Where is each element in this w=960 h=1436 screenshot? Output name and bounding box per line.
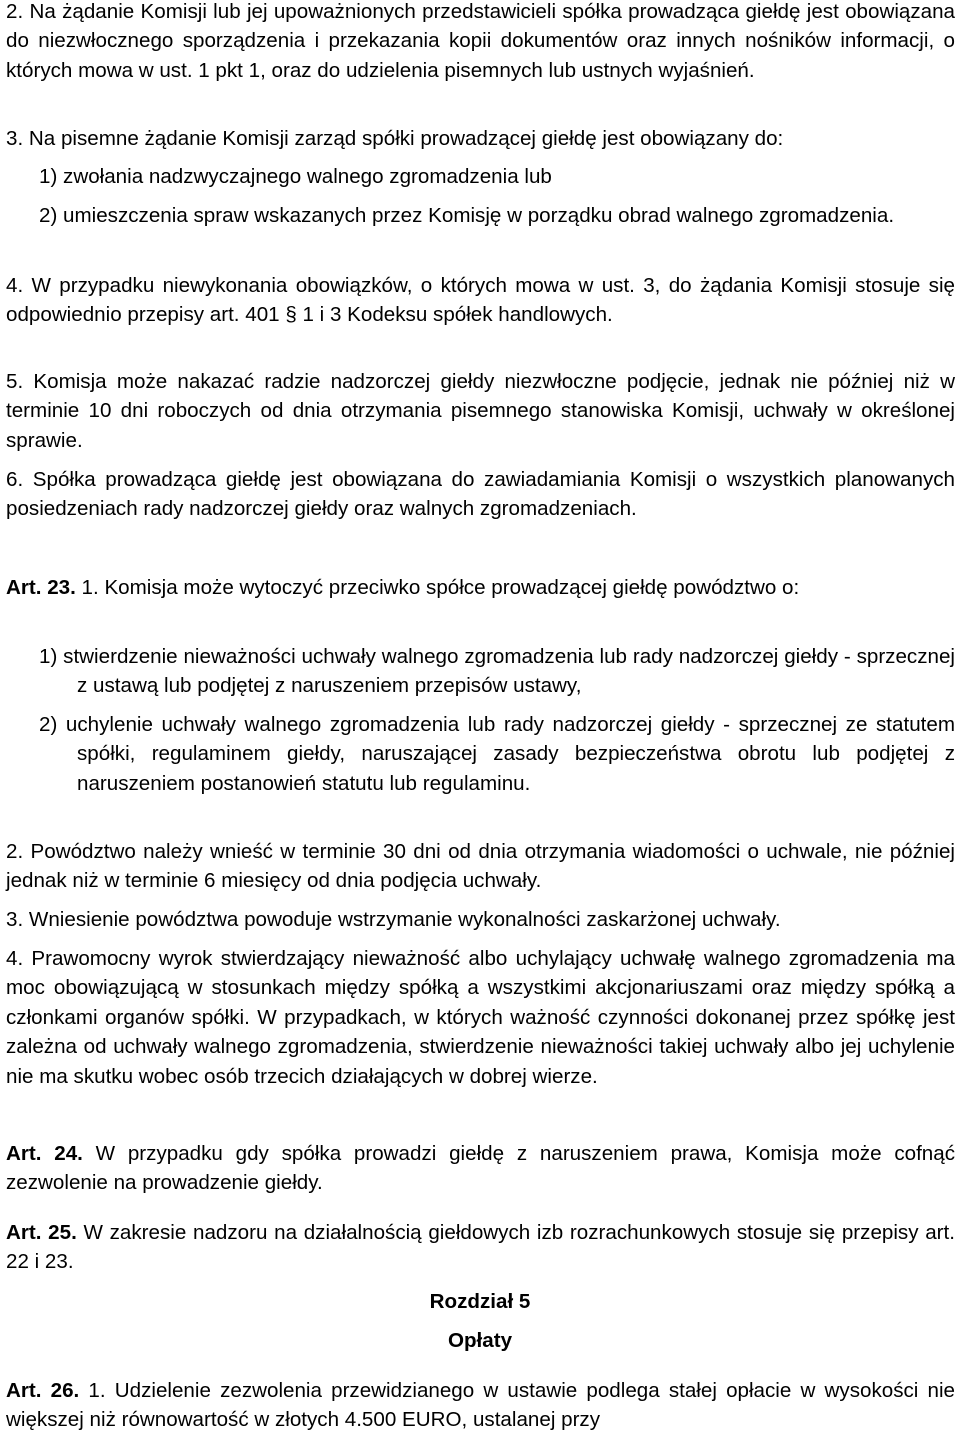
- article-26-text: 1. Udzielenie zezwolenia przewidzianego w ustawie podlega stałej opłacie w wysokości nie większej niż równowartość w złotych 4.500 EURO, ustalanej przy: [6, 1379, 956, 1432]
- paragraph-2: 2. Na żądanie Komisji lub jej upoważnionych przedstawicieli spółka prowadząca giełdę jest obowiązana do niezwłocznego sporządzenia i przekazania kopii dokumentów oraz innych nośników informacji, o których mowa w ust. 1 pkt 1, oraz do udzielenia pisemnych lub ustnych wyjaśnień.: [6, 0, 955, 82]
- article-25-text: W zakresie nadzoru na działalnością giełdowych izb rozrachunkowych stosuje się przepisy art. 22 i 23.: [6, 1221, 955, 1274]
- paragraph-3-item-2: 2) umieszczenia spraw wskazanych przez Komisję w porządku obrad walnego zgromadzenia.: [39, 204, 895, 227]
- article-23-text: 1. Komisja może wytoczyć przeciwko spółce prowadzącej giełdę powództwo o:: [75, 576, 800, 599]
- paragraph-4: 4. W przypadku niewykonania obowiązków, o których mowa w ust. 3, do żądania Komisji stosuje się odpowiednio przepisy art. 401 § 1 i 3 Kodeksu spółek handlowych.: [6, 274, 955, 327]
- article-24-text: W przypadku gdy spółka prowadzi giełdę z naruszeniem prawa, Komisja może cofnąć zezwolenie na prowadzenie giełdy.: [6, 1142, 955, 1195]
- article-23-label: Art. 23.: [6, 576, 76, 599]
- article-26-label: Art. 26.: [6, 1379, 80, 1402]
- article-23-item-2: 2) uchylenie uchwały walnego zgromadzenia lub rady nadzorczej giełdy - sprzecznej ze statutem spółki, regulaminem giełdy, naruszającej zasady bezpieczeństwa obrotu lub podjętej z naruszeniem postanowień statutu lub regulaminu.: [39, 713, 955, 795]
- article-26: [6, 1376, 955, 1435]
- paragraph-5: 5. Komisja może nakazać radzie nadzorczej giełdy niezwłoczne podjęcie, jednak nie później niż w terminie 10 dni roboczych od dnia otrzymania pisemnego stanowiska Komisji, uchwały w określonej sprawie.: [6, 370, 955, 452]
- article-25-label: Art. 25.: [6, 1221, 77, 1244]
- article-24-label: Art. 24.: [6, 1142, 83, 1165]
- article-23-paragraph-2: 2. Powództwo należy wnieść w terminie 30 dni od dnia otrzymania wiadomości o uchwale, nie później jednak niż w terminie 6 miesięcy od dnia podjęcia uchwały.: [6, 840, 955, 893]
- chapter-title: Opłaty: [447, 1329, 513, 1352]
- paragraph-3: 3. Na pisemne żądanie Komisji zarząd spółki prowadzącej giełdę jest obowiązany do:: [6, 127, 784, 150]
- article-23-intro: [6, 573, 955, 602]
- paragraph-6: 6. Spółka prowadząca giełdę jest obowiązana do zawiadamiania Komisji o wszystkich planowanych posiedzeniach rady nadzorczej giełdy oraz walnych zgromadzeniach.: [6, 468, 955, 521]
- article-23-paragraph-3: 3. Wniesienie powództwa powoduje wstrzymanie wykonalności zaskarżonej uchwały.: [6, 908, 781, 931]
- article-24: [6, 1139, 955, 1198]
- article-25: [6, 1218, 955, 1277]
- paragraph-3-item-1: 1) zwołania nadzwyczajnego walnego zgromadzenia lub: [39, 165, 552, 188]
- article-23-item-1: 1) stwierdzenie nieważności uchwały walnego zgromadzenia lub rady nadzorczej giełdy - sprzecznej z ustawą lub podjętej z naruszeniem przepisów ustawy,: [39, 645, 955, 698]
- article-23-paragraph-4: 4. Prawomocny wyrok stwierdzający nieważność albo uchylający uchwałę walnego zgromadzenia ma moc obowiązującą w stosunkach między spółką a wszystkimi akcjonariuszami oraz między spółką a członkami organów spółki. W przypadkach, w których ważność czynności dokonanej przez spółkę jest zależna od uchwały walnego zgromadzenia, stwierdzenie nieważności takiej uchwały albo jej uchylenie nie ma skutku wobec osób trzecich działających w dobrej wierze.: [6, 947, 955, 1088]
- chapter-number: Rozdział 5: [429, 1290, 531, 1313]
